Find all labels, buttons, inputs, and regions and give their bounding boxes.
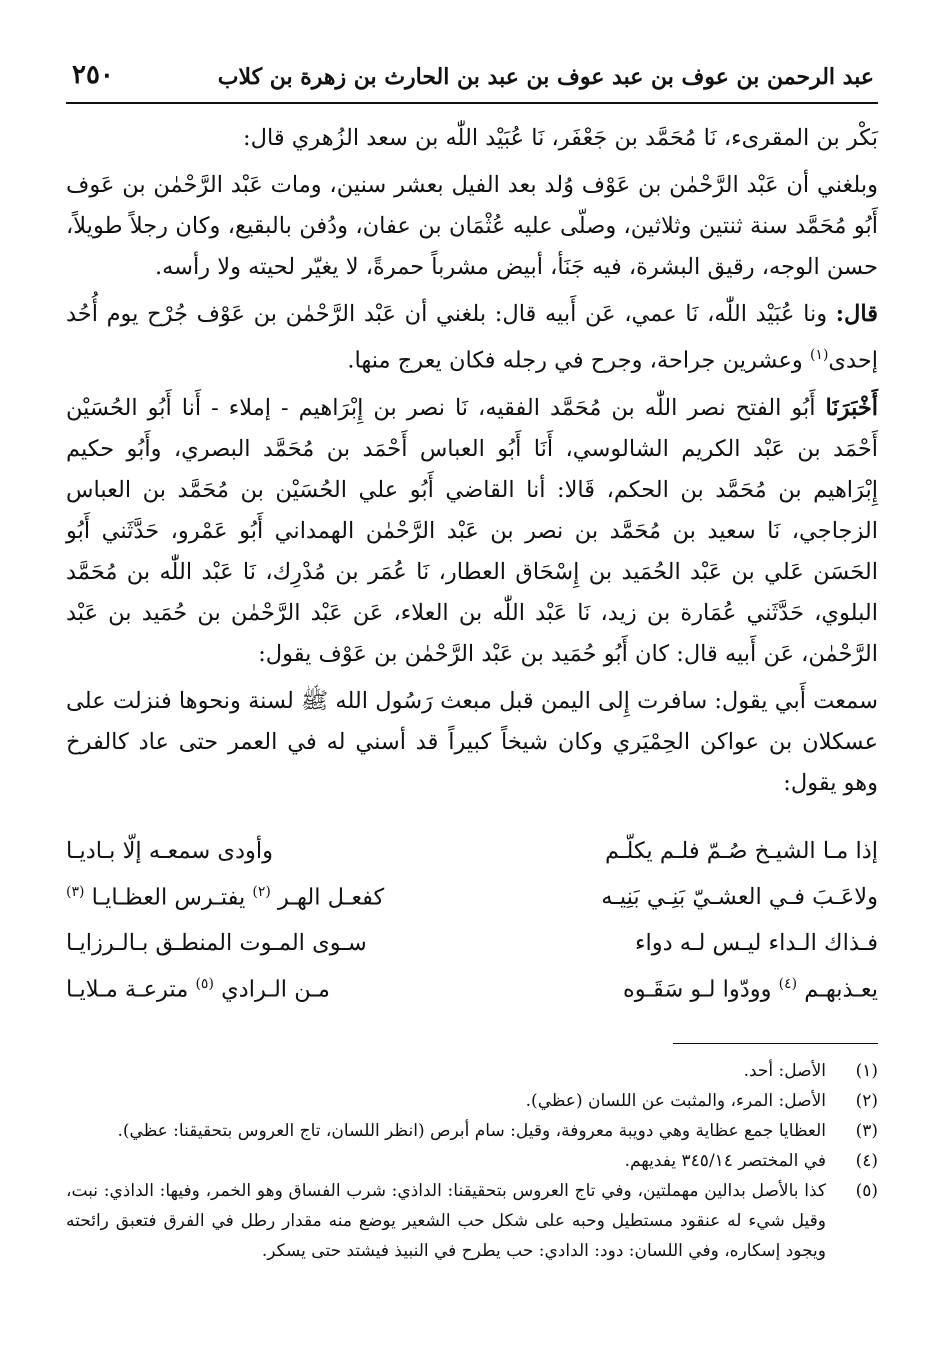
paragraph-3-lead: قال:	[835, 301, 878, 327]
footnote-text: الأصل: المرء، والمثبت عن اللسان (عظي).	[525, 1091, 826, 1111]
poem	[66, 838, 878, 1022]
footnote-text: العظايا جمع عظاية وهي دويبة معروفة، وقيل: سام أبرص (انظر اللسان، تاج العروس بتحقيقنا: عظي).	[117, 1121, 826, 1141]
verse-second-hemistich	[66, 976, 456, 1003]
footnote-ref-5: (٥)	[195, 976, 214, 992]
verse-first-hemistich: ولاعَـبَ فـي العشـيّ بَنِـي بَنِيـه	[601, 884, 878, 910]
poem-verse-2	[66, 884, 878, 930]
paragraph-3	[66, 294, 878, 382]
paragraph-3-text-b: وعشرين جراحة، وجرح في رجله فكان يعرج منها.	[347, 347, 803, 374]
footnote	[66, 1086, 878, 1116]
footnote-number: (٣)	[855, 1121, 878, 1141]
footnote-text: كذا بالأصل بدالين مهملتين، وفي تاج العروس بتحقيقنا: الداذي: شرب الفساق وهو الخمر، وفيها: الداذي: نبت، وقيل شيء له عنقود مستطيل وحبه على شكل حب الشعير يوضع منه مقدار رطل في الفرق فتعبق رائحته ويجود إسكاره، وفي اللسان: دود: الدادي: حب يطرح في النبيذ فيشتد حتى يسكر.	[66, 1181, 826, 1261]
footnote-number: (١)	[855, 1061, 878, 1081]
footnotes	[66, 1056, 878, 1266]
verse-first-hemistich	[498, 976, 878, 1003]
paragraph-3-text-a: ونا عُبَيْد اللّٰه، نَا عمي، عَن أَبيه قال: بلغني أن عَبْد الرَّحْمٰن بن عَوْف جُرْح يوم أُحُد إحدى	[66, 301, 878, 374]
poem-verse-1	[66, 838, 878, 884]
page-number: ٢٥٠	[72, 60, 114, 90]
paragraph-4	[66, 388, 878, 675]
footnote	[66, 1176, 878, 1266]
paragraph-4-text: أَبُو الفتح نصر اللّٰه بن مُحَمَّد الفقيه، نَا نصر بن إِبْرَاهيم - إملاء - أَنا أَبُو الحُسَيْن أَحْمَد بن عَبْد الكريم الشالوسي، أَنَا أَبُو العباس أَحْمَد بن مُحَمَّد البصري، وأَبُو حكيم إِبْرَاهيم بن مُحَمَّد بن الحكم، قَالا: أنا القاضي أَبُو علي الحُسَيْن بن مُحَمَّد بن العباس الزجاجي، نَا سعيد بن مُحَمَّد بن نصر بن عَبْد الرَّحْمٰن الهمداني أَبُو عَمْرو، حَدَّثَني أَبُو الحَسَن عَلي بن عَبْد الحُمَيد بن إِسْحَاق العطار، نَا عُمَر بن مُدْرِك، نَا عَبْد اللّٰه بن مُحَمَّد البلوي، حَدَّثَني عُمَارة بن زيد، نَا عَبْد اللّٰه بن العلاء، عَن عَبْد الرَّحْمٰن بن حُمَيد بن عَبْد الرَّحْمٰن، عَن أَبيه قال: كان أَبُو حُمَيد بن عَبْد الرَّحْمٰن بن عَوْف يقول:	[66, 394, 878, 667]
paragraph-4-lead: أَخْبَرَنَا	[825, 394, 879, 421]
paragraph-2: وبلغني أن عَبْد الرَّحْمٰن بن عَوْف وُلد بعد الفيل بعشر سنين، ومات عَبْد الرَّحْمٰن بن عَوف أَبُو مُحَمَّد سنة ثنتين وثلاثين، وصلّى عليه عُثْمَان بن عفان، ودُفن بالبقيع، وكان رجلاً طويلاً، حسن الوجه، رقيق البشرة، فيه جَنَأ، أبيض مشرباً حمرةً، لا يغيّر لحيته ولا رأسه.	[66, 172, 878, 280]
hemistich-part: يفتـرس العظـايـا	[91, 884, 246, 911]
footnote-ref-3: (٣)	[66, 884, 85, 900]
header-title: عبد الرحمن بن عوف بن عبد عوف بن عبد بن الحارث بن زهرة بن كلاب	[217, 64, 874, 90]
footnote-ref-1: (١)	[809, 347, 829, 363]
poem-verse-3	[66, 930, 878, 976]
footnote-text: في المختصر ٣٤٥/١٤ يفديهم.	[624, 1151, 826, 1171]
footnote-ref-4: (٤)	[778, 976, 798, 992]
footnote-ref-2: (٢)	[252, 884, 271, 900]
footnote	[66, 1116, 878, 1146]
verse-first-hemistich: فـذاك الـداء ليـس لـه دواء	[634, 930, 878, 956]
main-text	[66, 118, 878, 810]
footnote-number: (٤)	[855, 1151, 878, 1171]
verse-second-hemistich	[66, 884, 456, 911]
footnote-number: (٢)	[855, 1091, 878, 1111]
poem-verse-4	[66, 976, 878, 1022]
hemistich-part: يعـذبهـم	[804, 976, 878, 1003]
footnote-number: (٥)	[855, 1181, 878, 1201]
hemistich-part: مترعـة مـلايـا	[66, 976, 189, 1003]
hemistich-part: كفعـل الهـر	[278, 884, 385, 911]
verse-second-hemistich: سـوى المـوت المنطـق بـالـرزايـا	[66, 930, 367, 956]
running-header	[66, 58, 878, 104]
verse-second-hemistich: وأودى سمعـه إلّا بـاديـا	[66, 838, 273, 864]
hemistich-part: وودّوا لـو سَقَـوه	[623, 976, 772, 1003]
paragraph-5: سمعت أَبي يقول: سافرت إِلى اليمن قبل مبعث رَسُول الله ﷺ لسنة ونحوها فنزلت على عسكلان بن عواكن الحِمْيَري وكان شيخاً كبيراً قد أسني له في العمر حتى عاد كالفرخ وهو يقول:	[66, 687, 878, 796]
verse-first-hemistich: إذا مـا الشيـخ صُـمّ فلـم يكلّـم	[604, 838, 878, 864]
footnote	[66, 1056, 878, 1086]
footnote-text: الأصل: أحد.	[743, 1061, 826, 1081]
footnote-divider	[673, 1043, 878, 1044]
paragraph-1: بَكْر بن المقرىء، نَا مُحَمَّد بن جَعْفَر، نَا عُبَيْد اللّٰه بن سعد الزُهري قال:	[243, 125, 878, 151]
footnote	[66, 1146, 878, 1176]
hemistich-part: مـن الـرادي	[221, 976, 330, 1003]
